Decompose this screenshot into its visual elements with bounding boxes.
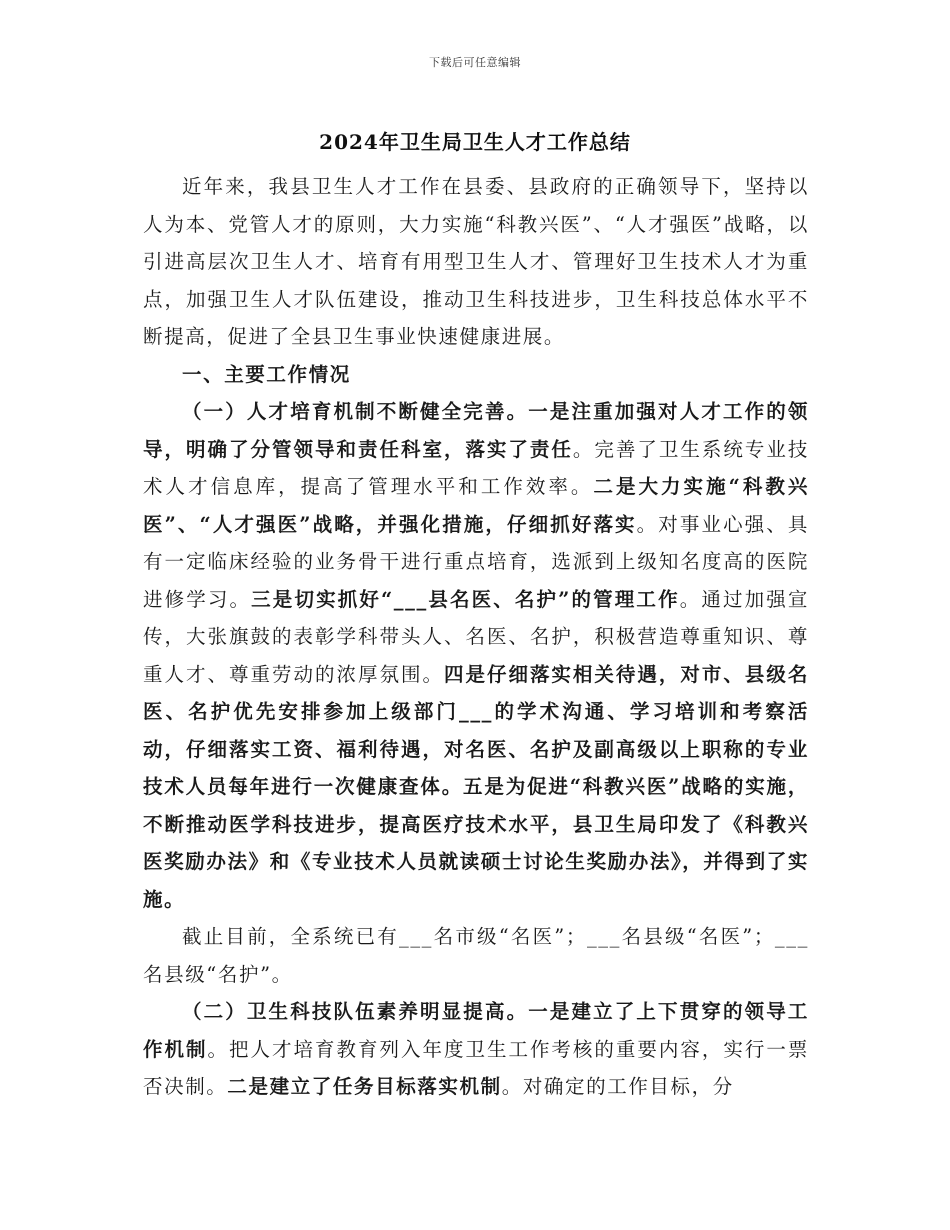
bold-text: 二是建立了任务目标落实机制: [227, 1075, 502, 1098]
document-title: 2024年卫生局卫生人才工作总结: [319, 130, 631, 154]
bold-text: 三是切实抓好“___县名医、名护”的管理工作: [251, 587, 680, 611]
body-text: 。对事业心强、具有一定临床经验的业务骨干进行重点培育，选派到上级知名度高的医院进修学习。: [143, 512, 809, 611]
body-text: 。把人才培育教育列入年度卫生工作考核的重要内容，实行一票否决制。: [143, 1037, 809, 1098]
document-body: [143, 168, 809, 1106]
page-header-note: 下载后可任意编辑: [429, 56, 521, 69]
bold-text: （一）人才培育机制不断健全完善。一是注重加强对人才工作的领导，明确了分管领导和责任科室，落实了责任: [143, 400, 809, 461]
bold-text: （二）卫生科技队伍素养明显提高。一是建立了上下贯穿的领导工作机制: [143, 1000, 809, 1061]
paragraph-team-quality: [143, 993, 809, 1106]
intro-paragraph: 近年来，我县卫生人才工作在县委、县政府的正确领导下，坚持以人为本、党管人才的原则，大力实施“科教兴医”、“人才强医”战略，以引进高层次卫生人才、培育有用型卫生人才、管理好卫生技术人才为重点，加强卫生人才队伍建设，推动卫生科技进步，卫生科技总体水平不断提高，促进了全县卫生事业快速健康进展。: [143, 175, 809, 348]
body-text: 。通过加强宣传，大张旗鼓的表彰学科带头人、名医、名护，积极营造尊重知识、尊重人才、尊重劳动的浓厚氛围。: [143, 587, 809, 686]
bold-text: 二是大力实施“科教兴医”、“人才强医”战略，并强化措施，仔细抓好落实: [143, 475, 809, 536]
paragraph-talent-training: [143, 393, 809, 918]
section-heading-main-work: 一、主要工作情况: [182, 362, 351, 386]
body-text: 。完善了卫生系统专业技术人才信息库，提高了管理水平和工作效率。: [143, 437, 809, 498]
paragraph-statistics: 截止目前，全系统已有___名市级“名医”；___名县级“名医”；___名县级“名护”。: [143, 925, 809, 986]
body-text: 。对确定的工作目标，分: [501, 1075, 734, 1098]
bold-text: 四是仔细落实相关待遇，对市、县级名医、名护优先安排参加上级部门___的学术沟通、学习培训和考察活动，仔细落实工资、福利待遇，对名医、名护及副高级以上职称的专业技术人员每年进行一次健康查体。五是为促进“科教兴医”战略的实施，不断推动医学科技进步，提高医疗技术水平，县卫生局印发了《科教兴医奖励办法》和《专业技术人员就读硕士讨论生奖励办法》，并得到了实施。: [143, 662, 809, 911]
